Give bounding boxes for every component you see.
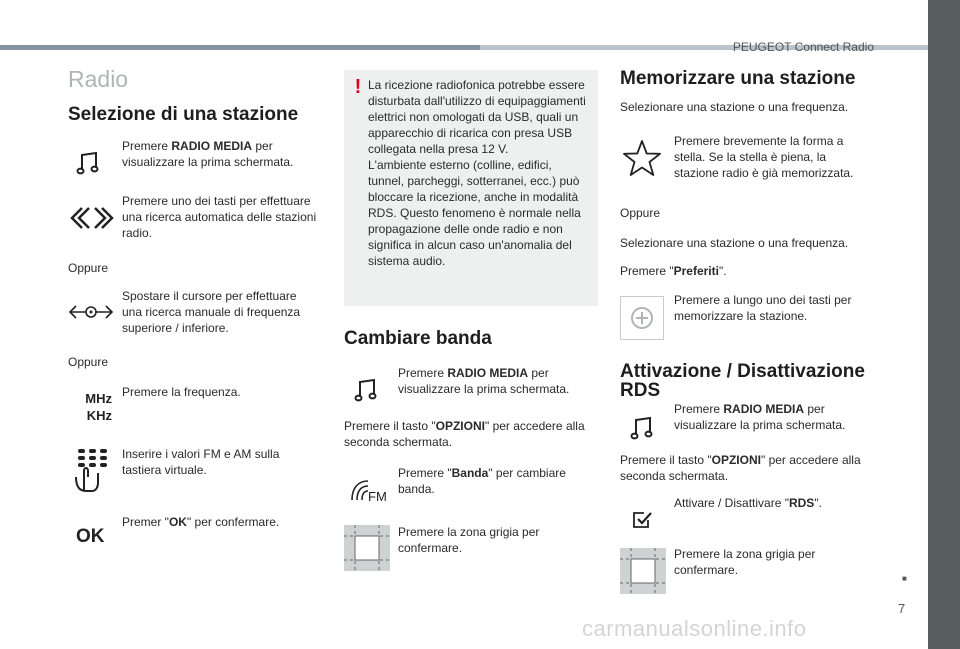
keypad-icon xyxy=(72,447,112,493)
memorize-intro-2: Selezionare una stazione o una frequenza. xyxy=(620,236,849,250)
page-number: 7 xyxy=(898,601,906,616)
top-rule-dark xyxy=(0,45,480,50)
checkbox-icon xyxy=(632,510,654,530)
add-preset-icon xyxy=(620,296,664,340)
rds-step-toggle: Attivare / Disattivare "RDS". xyxy=(674,496,822,510)
step-press-frequency: Premere la frequenza. xyxy=(122,385,241,399)
step-auto-search: Premere uno dei tasti per effettuare una ricerca automatica delle stazioni radio. xyxy=(122,194,317,240)
seek-arrows-icon xyxy=(68,205,116,231)
rds-step-radio-media: Premere RADIO MEDIA per visualizzare la prima schermata. xyxy=(674,402,846,432)
music-note-icon xyxy=(76,150,102,176)
band-step-gray-zone: Premere la zona grigia per confermare. xyxy=(398,525,540,555)
section-title: Radio xyxy=(68,66,129,92)
heading-change-band: Cambiare banda xyxy=(344,328,492,349)
heading-rds: Attivazione / Disattivazione RDS xyxy=(620,361,865,401)
mhz-khz-icon: MHz KHz xyxy=(85,391,112,423)
band-step-banda: Premere "Banda" per cambiare banda. xyxy=(398,466,566,496)
oppure-label-2: Oppure xyxy=(68,355,109,369)
oppure-label-3: Oppure xyxy=(620,206,661,220)
warning-box xyxy=(344,70,598,306)
heading-station-selection: Selezione di una stazione xyxy=(68,104,299,125)
sidebar-band xyxy=(928,0,960,649)
step-confirm-ok: Premer "OK" per confermare. xyxy=(122,515,280,529)
rds-options-paragraph: Premere il tasto "OPZIONI" per accedere alla seconda schermata. xyxy=(620,453,861,483)
fm-band-icon xyxy=(348,472,390,506)
step-radio-media: Premere RADIO MEDIA per visualizzare la prima schermata. xyxy=(122,139,294,169)
star-icon xyxy=(622,139,662,177)
gray-zone-icon xyxy=(620,548,666,594)
rds-step-gray-zone: Premere la zona grigia per confermare. xyxy=(674,547,816,577)
memorize-preferiti: Premere "Preferiti". xyxy=(620,264,727,278)
step-virtual-keyboard: Inserire i valori FM e AM sulla tastiera virtuale. xyxy=(122,447,280,477)
fm-label: FM xyxy=(368,489,387,504)
oppure-label-1: Oppure xyxy=(68,261,109,275)
band-step-radio-media: Premere RADIO MEDIA per visualizzare la prima schermata. xyxy=(398,366,570,396)
memorize-intro-1: Selezionare una stazione o una frequenza. xyxy=(620,100,849,114)
warning-text: La ricezione radiofonica potrebbe essere disturbata dall'utilizzo di equipaggiamenti elettrici non omologati da USB, quali un apparecchio di ricarica con presa USB collegata nella presa 12 V. L'ambiente esterno (colline, edifici, tunnel, parcheggi, sotterranei, ecc.) può bloccare la ricezione, anche in modalità RDS. Questo fenomeno è normale nella propagazione delle onde radio e non significa in alcun caso un'anomalia del sistema audio. xyxy=(368,78,586,268)
end-bullet: ■ xyxy=(902,574,907,583)
watermark: carmanualsonline.info xyxy=(582,616,807,641)
music-note-icon xyxy=(630,415,656,441)
ok-icon: OK xyxy=(76,526,105,547)
music-note-icon xyxy=(354,377,380,403)
gray-zone-icon xyxy=(344,525,390,571)
warning-icon: ! xyxy=(354,76,362,98)
heading-memorize-station: Memorizzare una stazione xyxy=(620,68,856,89)
band-options-paragraph: Premere il tasto "OPZIONI" per accedere alla seconda schermata. xyxy=(344,419,585,449)
step-manual-search: Spostare il cursore per effettuare una ricerca manuale di frequenza superiore / inferiore. xyxy=(122,289,301,335)
memorize-star-step: Premere brevemente la forma a stella. Se la stella è piena, la stazione radio è già memorizzata. xyxy=(674,134,854,180)
memorize-long-press: Premere a lungo uno dei tasti per memorizzare la stazione. xyxy=(674,293,852,323)
running-header: PEUGEOT Connect Radio xyxy=(732,40,874,54)
tuning-slider-icon xyxy=(68,302,114,322)
